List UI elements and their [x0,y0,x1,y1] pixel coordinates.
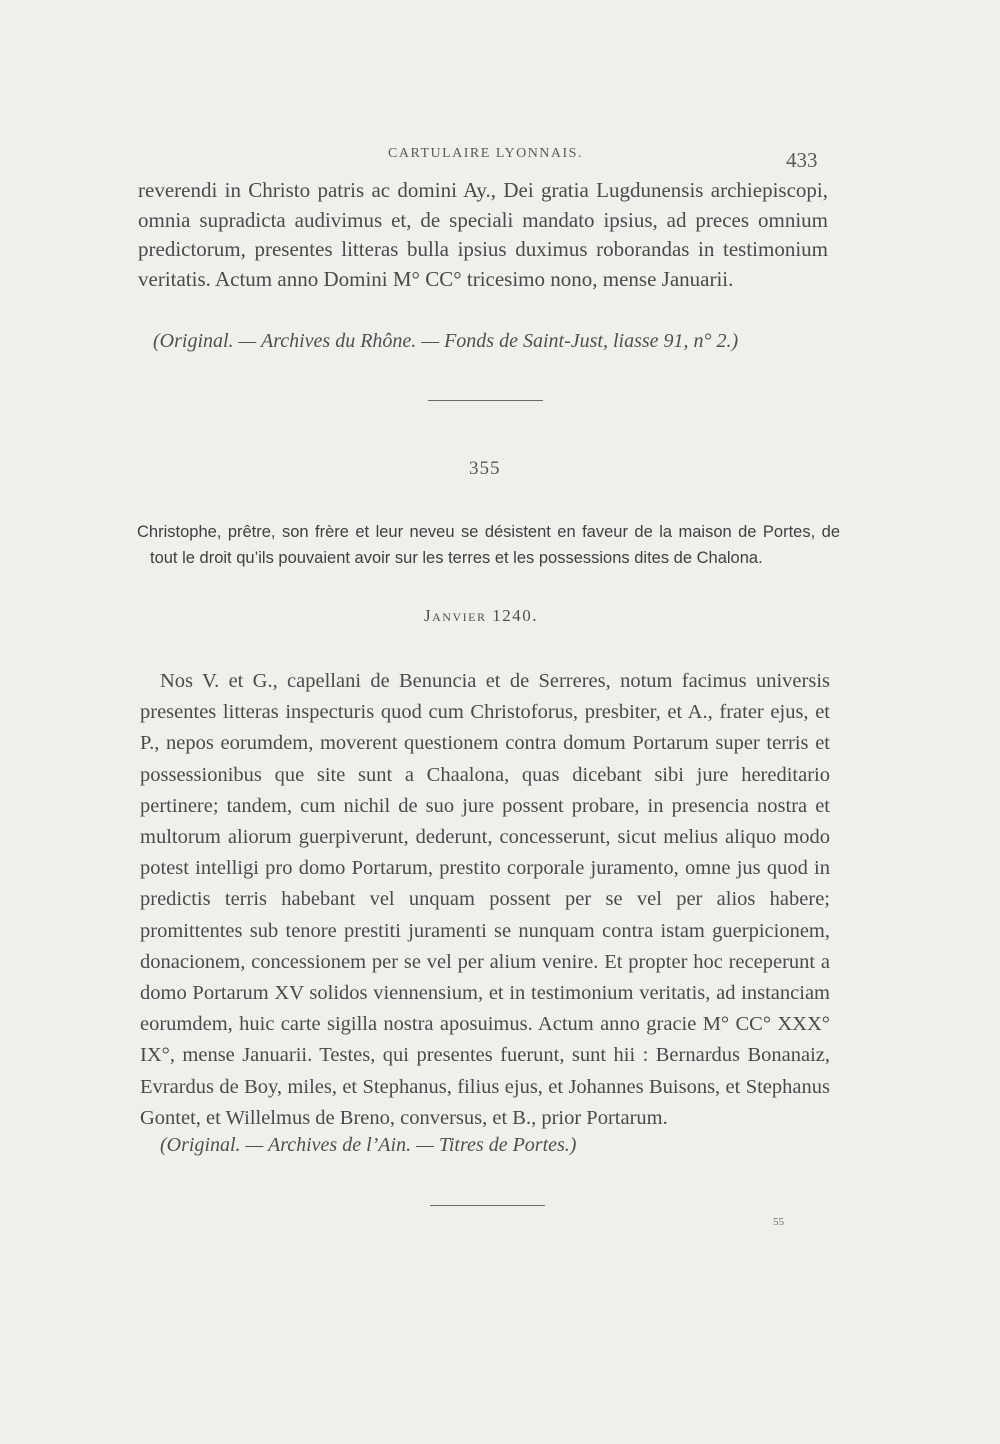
document-number: 355 [469,458,501,479]
page-number: 433 [786,148,818,172]
section-divider [428,400,543,401]
previous-document-text: reverendi in Christo patris ac domini Ay., Dei gratia Lugdunensis archiepiscopi, omnia supradicta audivimus et, de speciali mandato ipsius, ad preces omnium predictorum, presentes litteras bulla ipsius duximus roborandas in testimonium veritatis. Actum anno Domini M° CC° tricesimo nono, mense Januarii. [138,178,828,291]
document-source: (Original. — Archives de l’Ain. — Titres de Portes.) [160,1134,577,1156]
running-head: CARTULAIRE LYONNAIS. [388,146,583,161]
document-summary: Christophe, prêtre, son frère et leur neveu se désistent en faveur de la maison de Portes, de tout le droit qu’ils pouvaient avoir sur les terres et les possessions dites de Chalona. [137,523,840,567]
charter-text: Nos V. et G., capellani de Benuncia et de Serreres, notum facimus universis presentes litteras inspecturis quod cum Christoforus, presbiter, et A., frater ejus, et P., nepos eorumdem, moverent questionem contra domum Portarum super terris et possessionibus que site sunt a Chaalona, quas dicebant sibi jure hereditario pertinere; tandem, cum nichil de suo jure possent probare, in presencia nostra et multorum aliorum guerpiverunt, dederunt, concesserunt, sicut melius aliquo modo potest intelligi pro domo Portarum, prestito corporale juramento, omne jus quod in predictis terris habebant vel unquam possent per se vel per alios habere; promittentes sub tenore prestiti juramenti se nunquam contra istam guerpicionem, donacionem, concessionem per se vel per alium venire. Et propter hoc receperunt a domo Portarum XV solidos viennensium, et in testimonium veritatis, ad instanciam eorumdem, huic carte sigilla nostra aposuimus. Actum anno gracie M° CC° XXX° IX°, mense Januarii. Testes, qui presentes fuerunt, sunt hii : Bernardus Bonanaiz, Evrardus de Boy, miles, et Stephanus, filius ejus, et Johannes Buisons, et Stephanus Gontet, et Willelmus de Breno, conversus, et B., prior Portarum. [140,670,830,1129]
closing-divider [430,1205,545,1206]
previous-document-source: (Original. — Archives du Rhône. — Fonds de Saint-Just, liasse 91, n° 2.) [153,330,739,352]
signature-mark: 55 [773,1216,784,1228]
document-date: Janvier 1240. [424,606,538,625]
